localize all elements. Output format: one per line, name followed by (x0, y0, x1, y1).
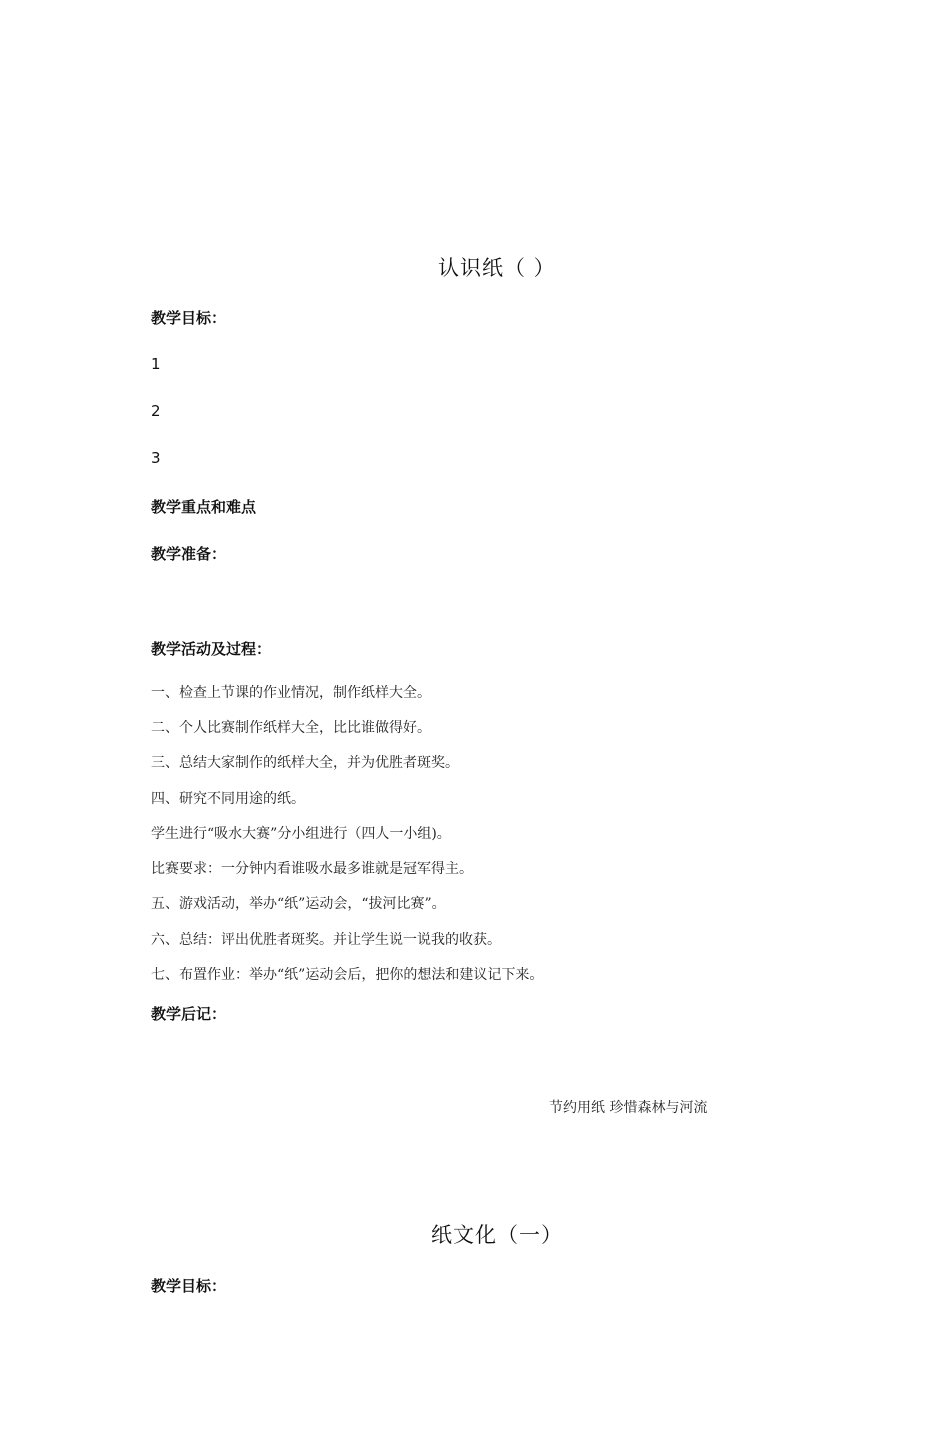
lesson1-preparation-heading: 教学准备： (151, 545, 227, 563)
process-step: 六、总结：评出优胜者斑奖。并让学生说一说我的收获。 (151, 932, 501, 948)
motto-line: 节约用纸 珍惜森林与河流 (549, 1100, 708, 1116)
process-step: 三、总结大家制作的纸样大全，并为优胜者斑奖。 (151, 755, 459, 771)
process-step: 二、个人比赛制作纸样大全，比比谁做得好。 (151, 720, 431, 736)
process-step: 七、布置作业：举办“纸”运动会后，把你的想法和建议记下来。 (151, 967, 544, 983)
objective-number-2: 2 (151, 402, 161, 420)
process-step: 学生进行“吸水大赛”分小组进行（四人一小组)。 (151, 826, 451, 842)
process-step: 比赛要求：一分钟内看谁吸水最多谁就是冠军得主。 (151, 861, 473, 877)
lesson2-objectives-heading: 教学目标： (151, 1277, 227, 1295)
lesson2-title: 纸文化（一） (431, 1223, 563, 1247)
objective-number-1: 1 (151, 355, 161, 373)
process-step: 一、检查上节课的作业情况，制作纸样大全。 (151, 685, 431, 701)
process-step: 五、游戏活动，举办“纸”运动会，“拔河比赛”。 (151, 896, 446, 912)
lesson1-notes-heading: 教学后记： (151, 1005, 227, 1023)
lesson1-objectives-heading: 教学目标： (151, 309, 227, 327)
objective-number-3: 3 (151, 449, 161, 467)
process-step: 四、研究不同用途的纸。 (151, 791, 305, 807)
lesson1-process-heading: 教学活动及过程： (151, 640, 272, 658)
lesson1-key-points-heading: 教学重点和难点 (151, 498, 257, 516)
lesson1-title: 认识纸（ ） (438, 256, 556, 280)
